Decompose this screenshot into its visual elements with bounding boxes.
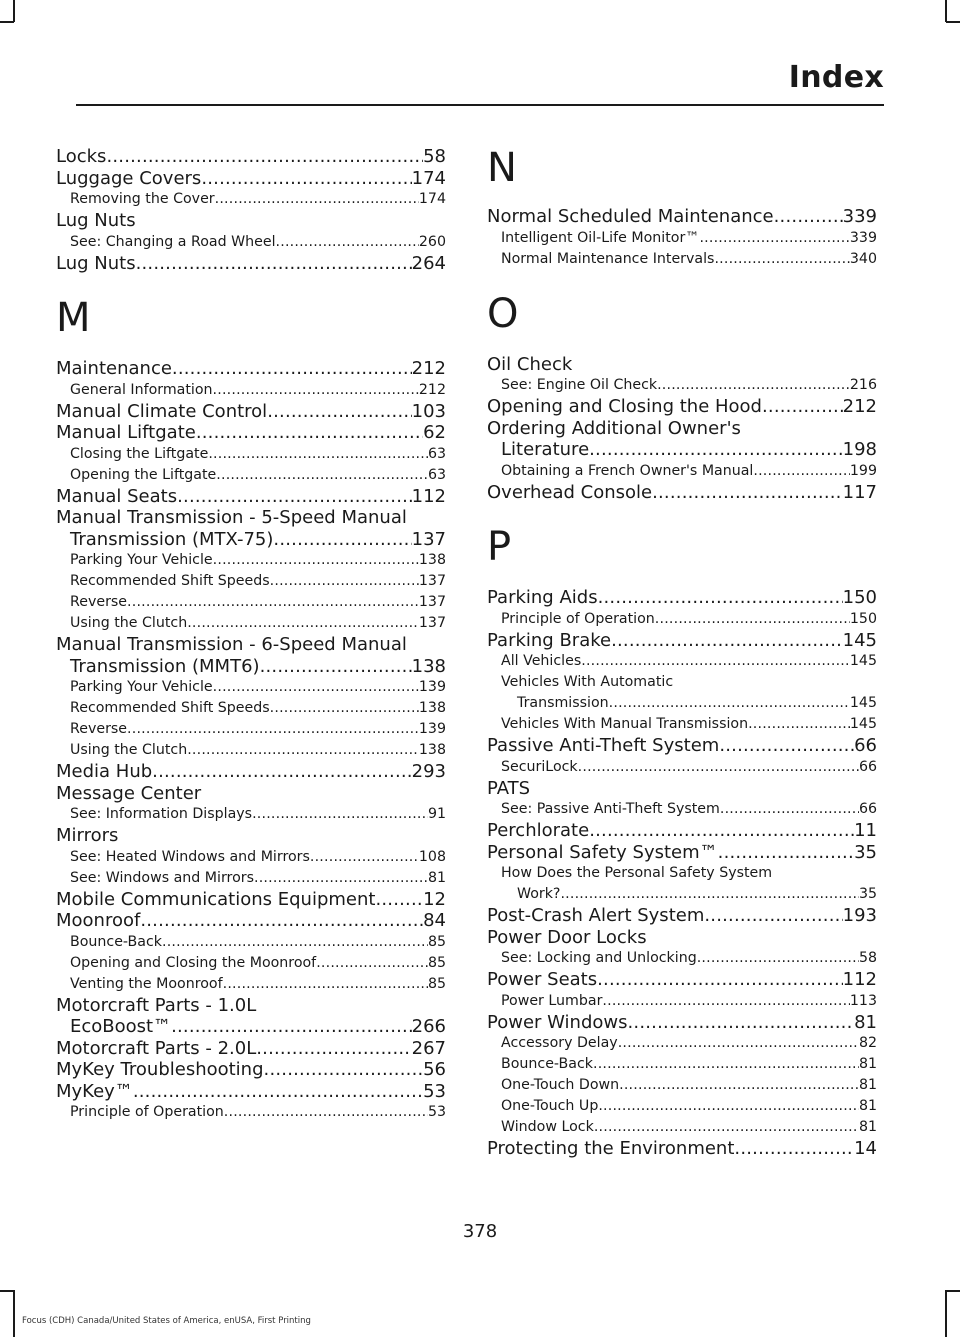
index-entry[interactable] [487,1138,877,1160]
entry-label: Recommended Shift Speeds [70,700,270,716]
dot-leader [270,698,419,719]
entry-label: Removing the Cover [70,191,215,207]
dot-leader [652,482,843,504]
crop-mark-bottom-right-h [946,1290,960,1292]
entry-label: All Vehicles [501,653,582,669]
entry-label: Literature [501,439,590,460]
entry-label: See: Heated Windows and Mirrors [70,848,310,865]
index-subentry-label: Vehicles With Automatic [501,674,674,690]
index-section-letter: M [56,295,91,341]
entry-label: Manual Liftgate [56,422,196,443]
page-reference: 108 [418,848,446,865]
entry-label: One-Touch Up [501,1098,599,1114]
index-subentry[interactable] [56,953,446,974]
dot-leader [618,1033,859,1054]
dot-leader [177,486,412,508]
dot-leader [602,991,850,1012]
index-entry[interactable] [487,587,877,609]
entry-label: Overhead Console [487,481,653,503]
page-reference: 138 [411,655,446,677]
page-reference: 138 [418,700,446,716]
crop-mark-bottom-right-v [945,1290,947,1337]
page-reference: 339 [849,229,877,246]
dot-leader [127,592,419,613]
page-reference: 267 [411,1037,446,1059]
page-reference: 137 [418,573,446,589]
dot-leader [224,1102,428,1123]
entry-label: Window Lock [501,1119,594,1135]
index-entry[interactable] [487,1012,877,1034]
page-reference: 103 [411,400,446,422]
entry-label: Protecting the Environment [487,1138,735,1159]
page-reference: 56 [423,1059,446,1080]
entry-label: See: Passive Anti-Theft System [501,801,720,817]
page-reference: 145 [842,629,877,651]
index-subentry[interactable] [56,550,446,571]
entry-label: Normal Maintenance Intervals [501,250,715,267]
page-reference: 293 [411,761,446,782]
dot-leader [106,146,423,168]
page-reference: 14 [854,1138,877,1159]
dot-leader [127,719,419,740]
crop-mark-bottom-left-v [13,1290,15,1337]
index-entry-continuation[interactable] [56,1016,446,1038]
index-entry[interactable] [487,842,877,864]
dot-leader [213,550,419,571]
index-subentry[interactable] [487,1096,877,1117]
page-reference: 137 [418,594,446,610]
page-reference: 216 [849,377,877,393]
dot-leader [762,396,843,418]
page-reference: 66 [858,801,877,817]
index-subentry[interactable] [487,757,877,778]
entry-label: One-Touch Down [501,1077,620,1093]
entry-label: Parking Aids [487,587,598,608]
index-heading: Manual Transmission - 6-Speed Manual [56,634,407,655]
page-reference: 117 [842,481,877,503]
index-column-left [56,146,446,1123]
index-subentry[interactable] [56,571,446,592]
entry-label: Obtaining a French Owner's Manual [501,462,754,479]
page-reference: 260 [418,233,446,250]
dot-leader [215,189,419,210]
dot-leader [611,630,843,652]
index-heading: Mirrors [56,825,119,846]
page-reference: 198 [842,439,877,460]
page-reference: 193 [842,905,877,926]
page-reference: 145 [849,653,877,669]
index-entry[interactable] [56,889,446,911]
page-reference: 82 [858,1035,877,1051]
page-reference: 212 [418,381,446,398]
index-entry-continuation[interactable] [56,656,446,678]
dot-leader [201,168,411,190]
entry-label: Opening and Closing the Moonroof [70,954,317,971]
page-reference: 145 [849,716,877,732]
dot-leader [223,974,428,995]
index-subentry-label: How Does the Personal Safety System [501,865,773,881]
dot-leader [655,609,850,630]
page-reference: 139 [418,679,446,695]
entry-label: Parking Your Vehicle [70,552,213,568]
page-reference: 35 [854,841,877,863]
index-subentry[interactable] [56,677,446,698]
index-section-letter: N [487,145,517,191]
page-reference: 137 [418,615,446,631]
page-reference: 53 [427,1104,446,1120]
index-entry[interactable] [56,253,446,275]
index-section-letter: P [487,524,512,570]
entry-label: See: Changing a Road Wheel [70,233,276,250]
index-subentry[interactable] [56,613,446,634]
dot-leader [753,461,850,482]
page-reference: 58 [423,146,446,167]
index-heading: Message Center [56,782,202,804]
entry-label: Bounce-Back [501,1056,593,1072]
index-heading: Oil Check [487,353,573,375]
dot-leader [276,232,419,253]
index-entry[interactable] [56,1059,446,1081]
dot-leader [581,651,850,672]
dot-leader [734,1138,854,1160]
entry-label: Moonroof [56,910,141,931]
entry-label: See: Information Displays [70,806,253,822]
entry-label: See: Engine Oil Check [501,377,658,393]
index-subentry[interactable] [56,698,446,719]
dot-leader [594,1117,859,1138]
dot-leader [609,693,850,714]
dot-leader [273,529,411,551]
entry-label: Personal Safety System™ [487,841,718,863]
index-subentry[interactable] [56,932,446,953]
index-subentry[interactable] [56,465,446,486]
index-subentry[interactable] [487,714,877,735]
entry-label: Post-Crash Alert System [487,905,705,926]
entry-label: Vehicles With Manual Transmission [501,716,749,732]
index-entry[interactable] [56,422,446,444]
dot-leader [256,1038,411,1060]
dot-leader [316,953,428,974]
index-entry[interactable] [487,820,877,842]
index-subentry[interactable] [487,609,877,630]
index-heading: Power Door Locks [487,926,647,948]
crop-mark-top-right-v [945,0,947,22]
entry-label: EcoBoost™ [70,1016,172,1037]
index-entry[interactable] [56,1081,446,1103]
entry-label: Power Lumbar [501,992,603,1009]
page-reference: 199 [849,462,877,479]
page-reference: 91 [427,806,446,822]
page-reference: 85 [427,975,446,992]
page-reference: 138 [418,742,446,758]
page-reference: 66 [854,735,877,756]
index-entry[interactable] [56,168,446,190]
entry-label: Transmission (MMT6) [70,655,260,677]
index-subentry[interactable] [56,592,446,613]
page-reference: 212 [842,396,877,417]
index-entry[interactable] [56,358,446,380]
dot-leader [213,677,419,698]
dot-leader [719,735,854,757]
page-reference: 81 [858,1119,877,1135]
dot-leader [593,1054,859,1075]
dot-leader [597,969,843,991]
entry-label: Recommended Shift Speeds [70,573,270,589]
entry-label: General Information [70,381,213,398]
index-entry[interactable] [487,206,877,228]
dot-leader [697,948,859,969]
index-subentry[interactable] [56,719,446,740]
index-subentry[interactable] [487,228,877,249]
index-subentry[interactable] [487,948,877,969]
index-subentry[interactable] [56,189,446,210]
footer-text: Focus (CDH) Canada/United States of America, enUSA, First Printing [22,1316,311,1326]
page-reference: 145 [849,695,877,711]
dot-leader [589,820,854,842]
dot-leader [598,1096,859,1117]
page-reference: 150 [842,587,877,608]
index-heading: Ordering Additional Owner's [487,417,741,439]
index-heading: Manual Transmission - 5-Speed Manual [56,507,407,528]
page-reference: 85 [427,954,446,971]
page-reference: 264 [411,252,446,274]
dot-leader [704,905,842,927]
entry-label: Manual Climate Control [56,400,268,422]
index-subentry[interactable] [487,1033,877,1054]
entry-label: Normal Scheduled Maintenance [487,206,774,227]
dot-leader [187,613,419,634]
index-column-right [487,146,877,1160]
entry-label: Using the Clutch [70,615,188,631]
index-entry[interactable] [487,482,877,504]
page-title: Index [788,60,884,95]
entry-label: Intelligent Oil-Life Monitor™ [501,229,700,246]
entry-label: Parking Your Vehicle [70,679,213,695]
page-reference: 85 [427,933,446,950]
page-reference: 339 [842,206,877,227]
entry-label: Perchlorate [487,820,590,841]
index-subentry[interactable] [56,847,446,868]
entry-label: Power Seats [487,969,598,990]
entry-label: MyKey™ [56,1080,133,1102]
dot-leader [152,761,411,783]
page-reference: 81 [854,1011,877,1033]
crop-mark-top-left-v [13,0,15,22]
index-entry-continuation[interactable] [487,439,877,461]
entry-label: Closing the Liftgate [70,445,209,462]
page-reference: 12 [423,888,446,910]
entry-label: Manual Seats [56,485,178,507]
index-subentry[interactable] [56,380,446,401]
index-entry[interactable] [56,146,446,168]
entry-label: Media Hub [56,761,153,782]
page-reference: 35 [858,886,877,902]
dot-leader [657,375,850,396]
page-reference: 81 [858,1056,877,1072]
page-reference: 11 [854,820,877,841]
index-subentry[interactable] [56,740,446,761]
entry-label: Principle of Operation [501,610,655,627]
entry-label: Reverse [70,594,128,610]
index-subentry[interactable] [487,991,877,1012]
page-reference: 174 [411,167,446,189]
page-reference: 340 [849,250,877,267]
entry-label: Luggage Covers [56,167,202,189]
entry-label: Parking Brake [487,629,612,651]
page-reference: 63 [427,445,446,462]
dot-leader [628,1012,855,1034]
dot-leader [264,1059,424,1081]
index-section-letter: O [487,290,519,337]
entry-label: Lug Nuts [56,252,136,274]
index-subentry[interactable] [487,1054,877,1075]
index-entry[interactable] [56,1038,446,1060]
page-reference: 266 [411,1016,446,1037]
entry-label: Opening and Closing the Hood [487,396,762,417]
entry-label: Using the Clutch [70,742,188,758]
page-reference: 62 [423,422,446,443]
index-subentry-continuation[interactable] [487,884,877,905]
index-entry[interactable] [56,401,446,423]
page-reference: 63 [427,466,446,483]
page-reference: 112 [411,485,446,507]
entry-label: See: Locking and Unlocking [501,950,697,966]
page-reference: 139 [418,721,446,737]
dot-leader [133,1081,423,1103]
page-reference: 113 [849,992,877,1009]
entry-label: See: Windows and Mirrors [70,869,254,886]
index-subentry-continuation[interactable] [487,693,877,714]
page-reference: 112 [842,969,877,990]
index-entry-continuation[interactable] [56,529,446,551]
index-heading: Motorcraft Parts - 1.0L [56,994,257,1016]
page-reference: 53 [423,1080,446,1102]
index-heading: PATS [487,777,531,799]
entry-label: Accessory Delay [501,1035,618,1051]
entry-label: Transmission [517,695,609,711]
index-subentry[interactable] [56,1102,446,1123]
index-subentry[interactable] [487,1117,877,1138]
entry-label: Transmission (MTX-75) [70,528,274,550]
dot-leader [213,380,419,401]
crop-mark-top-right-h [946,21,960,23]
dot-leader [699,228,849,249]
dot-leader [140,910,423,932]
dot-leader [774,206,843,228]
dot-leader [718,842,854,864]
dot-leader [375,889,423,911]
dot-leader [254,868,428,889]
index-entry[interactable] [56,761,446,783]
dot-leader [720,799,859,820]
dot-leader [578,757,859,778]
dot-leader [252,804,428,825]
index-subentry[interactable] [56,974,446,995]
entry-label: Power Windows [487,1011,628,1033]
entry-label: Locks [56,146,107,167]
crop-mark-top-left-h [0,21,14,23]
page-reference: 150 [849,610,877,627]
index-subentry[interactable] [56,444,446,465]
index-entry[interactable] [487,905,877,927]
dot-leader [310,847,419,868]
index-entry[interactable] [56,910,446,932]
entry-label: Work? [517,886,561,902]
dot-leader [136,253,412,275]
page-reference: 66 [858,758,877,775]
entry-label: Motorcraft Parts - 2.0L [56,1037,257,1059]
dot-leader [589,439,843,461]
dot-leader [619,1075,859,1096]
index-entry[interactable] [487,630,877,652]
dot-leader [216,465,428,486]
index-heading: Lug Nuts [56,210,136,231]
dot-leader [196,422,423,444]
page-reference: 174 [418,191,446,207]
entry-label: SecuriLock [501,758,578,775]
index-subentry[interactable] [56,868,446,889]
dot-leader [162,932,428,953]
dot-leader [208,444,428,465]
entry-label: Maintenance [56,358,172,379]
index-subentry[interactable] [56,804,446,825]
entry-label: MyKey Troubleshooting [56,1059,264,1080]
dot-leader [748,714,850,735]
dot-leader [267,401,411,423]
index-entry[interactable] [487,969,877,991]
index-entry[interactable] [487,735,877,757]
index-subentry[interactable] [56,232,446,253]
entry-label: Principle of Operation [70,1104,224,1120]
entry-label: Passive Anti-Theft System [487,735,720,756]
page-reference: 138 [418,552,446,568]
index-subentry[interactable] [487,799,877,820]
index-subentry[interactable] [487,651,877,672]
header-rule [76,104,884,106]
index-subentry[interactable] [487,1075,877,1096]
index-subentry[interactable] [487,461,877,482]
entry-label: Reverse [70,721,128,737]
index-subentry[interactable] [487,249,877,270]
entry-label: Opening the Liftgate [70,466,217,483]
page-reference: 84 [423,910,446,931]
dot-leader [172,358,412,380]
index-subentry[interactable] [487,375,877,396]
dot-leader [270,571,419,592]
dot-leader [598,587,843,609]
index-entry[interactable] [56,486,446,508]
entry-label: Mobile Communications Equipment [56,888,376,910]
page-number: 378 [462,1221,498,1242]
entry-label: Bounce-Back [70,933,162,950]
page-reference: 81 [858,1098,877,1114]
dot-leader [560,884,858,905]
dot-leader [714,249,849,270]
dot-leader [171,1016,412,1038]
page-reference: 81 [427,869,446,886]
entry-label: Venting the Moonroof [70,975,223,992]
dot-leader [260,656,412,678]
page-reference: 58 [858,950,877,966]
index-entry[interactable] [487,396,877,418]
page-reference: 212 [411,358,446,379]
page-reference: 81 [858,1077,877,1093]
page-reference: 137 [411,528,446,550]
dot-leader [187,740,419,761]
crop-mark-bottom-left-h [0,1290,14,1292]
